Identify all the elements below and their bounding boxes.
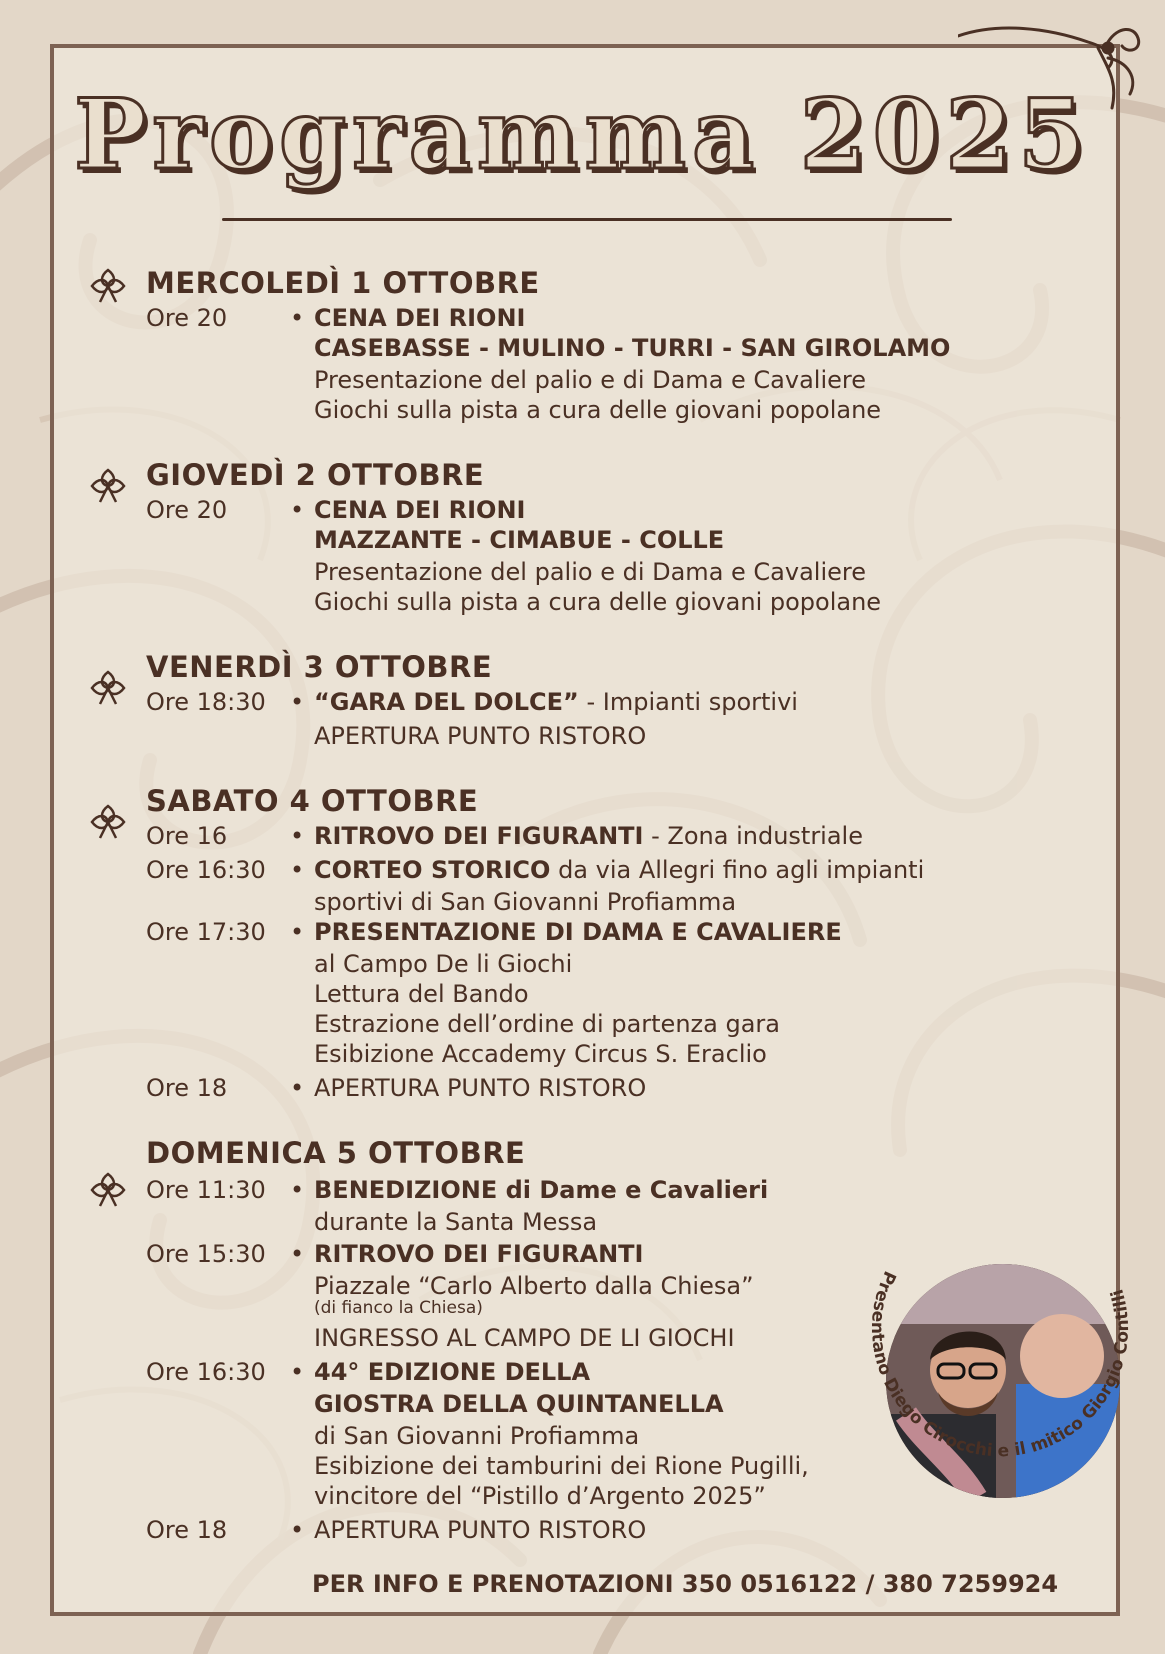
event-detail: al Campo De li Giochi (314, 950, 573, 978)
event-title: 44° EDIZIONE DELLA (314, 1358, 591, 1386)
event-detail: APERTURA PUNTO RISTORO (314, 722, 647, 750)
event-detail: Presentazione del palio e di Dama e Cavaliere (314, 366, 866, 394)
bullet: • (290, 856, 305, 884)
time-label: Ore 15:30 (146, 1240, 266, 1268)
day-heading: GIOVEDÌ 2 OTTOBRE (146, 458, 485, 492)
time-label: Ore 16 (146, 822, 228, 850)
event-detail: Lettura del Bando (314, 980, 529, 1008)
fleur-icon (88, 668, 128, 708)
event-detail: Giochi sulla pista a cura delle giovani popolane (314, 588, 882, 616)
event-note: (di fianco la Chiesa) (314, 1298, 483, 1318)
bullet: • (290, 918, 305, 946)
event-title: CENA DEI RIONI (314, 496, 526, 524)
time-label: Ore 18 (146, 1074, 228, 1102)
bullet: • (290, 304, 305, 332)
event-detail: Esibizione dei tamburini dei Rione Pugilli, (314, 1452, 809, 1480)
event-detail: Esibizione Accademy Circus S. Eraclio (314, 1040, 767, 1068)
time-label: Ore 18 (146, 1516, 228, 1544)
svg-text:Presentano Diego Cirocchi e il (867, 1268, 1133, 1462)
day-heading: MERCOLEDÌ 1 OTTOBRE (146, 266, 540, 300)
rioni-list: MAZZANTE - CIMABUE - COLLE (314, 526, 725, 554)
event-title: CORTEO STORICO (314, 856, 551, 884)
event-title: APERTURA PUNTO RISTORO (314, 1516, 647, 1544)
presenters-text: Presentano Diego Cirocchi e il mitico Giorgio Contilli (866, 1267, 1134, 1462)
time-label: Ore 20 (146, 496, 228, 524)
time-label: Ore 16:30 (146, 1358, 266, 1386)
event-title: BENEDIZIONE di Dame e Cavalieri (314, 1176, 769, 1204)
event-detail: Giochi sulla pista a cura delle giovani popolane (314, 396, 882, 424)
event-location: - Impianti sportivi (578, 688, 798, 716)
title-divider (222, 218, 952, 221)
bullet: • (290, 688, 305, 716)
event-title: PRESENTAZIONE DI DAMA E CAVALIERE (314, 918, 842, 946)
event-title: CENA DEI RIONI (314, 304, 526, 332)
event-detail: durante la Santa Messa (314, 1208, 598, 1236)
event-location: - Zona industriale (643, 822, 863, 850)
bullet: • (290, 822, 305, 850)
day-heading: SABATO 4 OTTOBRE (146, 784, 479, 818)
event-location: da via Allegri fino agli impianti (550, 856, 925, 884)
event-title: APERTURA PUNTO RISTORO (314, 1074, 647, 1102)
event-detail: di San Giovanni Profiamma (314, 1422, 640, 1450)
bullet: • (290, 1176, 305, 1204)
bullet: • (290, 496, 305, 524)
event-title: “GARA DEL DOLCE” (314, 688, 579, 716)
event-detail: Presentazione del palio e di Dama e Cavaliere (314, 558, 866, 586)
time-label: Ore 20 (146, 304, 228, 332)
fleur-icon (88, 466, 128, 506)
time-label: Ore 16:30 (146, 856, 266, 884)
event-detail: INGRESSO AL CAMPO DE LI GIOCHI (314, 1324, 735, 1352)
event-detail: sportivi di San Giovanni Profiamma (314, 888, 737, 916)
time-label: Ore 11:30 (146, 1176, 266, 1204)
rioni-list: CASEBASSE - MULINO - TURRI - SAN GIROLAMO (314, 334, 951, 362)
bullet: • (290, 1516, 305, 1544)
bullet: • (290, 1240, 305, 1268)
fleur-icon (88, 802, 128, 842)
time-label: Ore 17:30 (146, 918, 266, 946)
event-detail: vincitore del “Pistillo d’Argento 2025” (314, 1482, 766, 1510)
page-title: Programma 2025 (74, 78, 1091, 191)
event-detail: Estrazione dell’ordine di partenza gara (314, 1010, 780, 1038)
bullet: • (290, 1358, 305, 1386)
fleur-icon (88, 266, 128, 306)
event-title: RITROVO DEI FIGURANTI (314, 822, 644, 850)
event-detail: Piazzale “Carlo Alberto dalla Chiesa” (314, 1272, 754, 1300)
event-title: GIOSTRA DELLA QUINTANELLA (314, 1390, 724, 1418)
contact-info: PER INFO E PRENOTAZIONI 350 0516122 / 380 7259924 (312, 1570, 1059, 1598)
day-heading: DOMENICA 5 OTTOBRE (146, 1136, 526, 1170)
day-heading: VENERDÌ 3 OTTOBRE (146, 650, 493, 684)
presenters-caption (850, 1240, 1150, 1540)
fleur-icon (88, 1170, 128, 1210)
event-title: RITROVO DEI FIGURANTI (314, 1240, 644, 1268)
time-label: Ore 18:30 (146, 688, 266, 716)
bullet: • (290, 1074, 305, 1102)
